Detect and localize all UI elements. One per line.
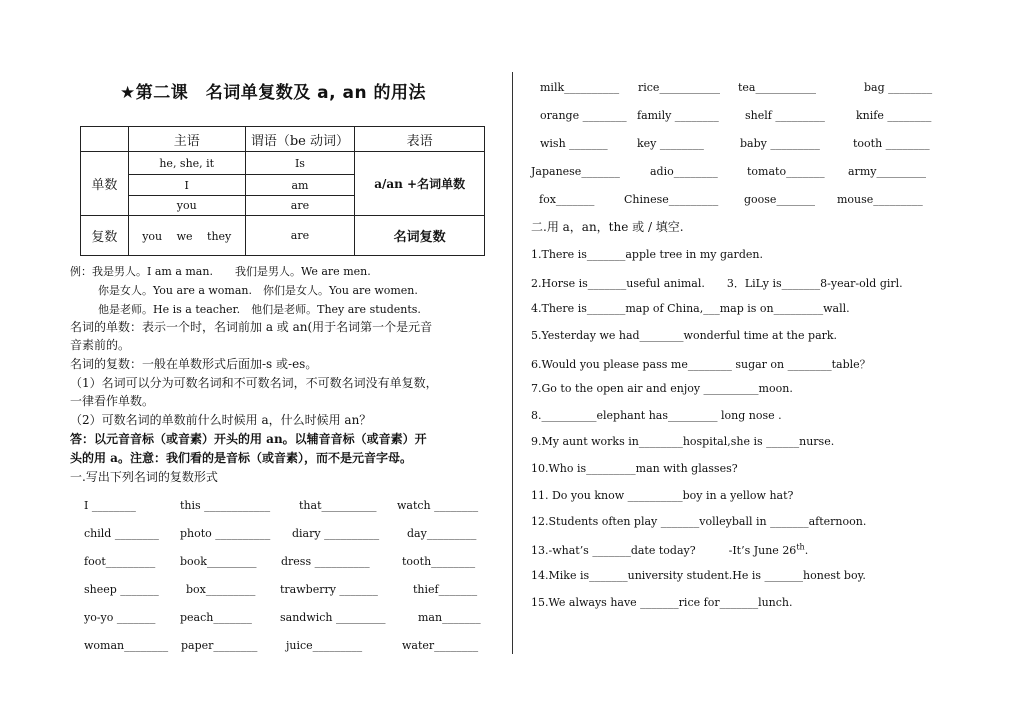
sentence-item[interactable]: 12.Students often play _______volleyball in _______afternoon. <box>531 515 867 528</box>
word-blank[interactable]: watch ________ <box>397 499 479 512</box>
header-subject: 主语 <box>128 127 245 152</box>
singular-subject: you <box>128 196 245 216</box>
note-line: 名词的单数：表示一个时，名词前加 a 或 an(用于名词第一个是元音 <box>70 320 433 334</box>
singular-verb: Is <box>245 152 355 175</box>
header-verb: 谓语（be 动词） <box>245 127 355 152</box>
word-blank[interactable]: book_________ <box>180 555 257 568</box>
word-blank[interactable]: child ________ <box>84 527 159 540</box>
singular-label: 单数 <box>81 152 129 216</box>
word-blank[interactable]: this ____________ <box>180 499 271 512</box>
word-blank[interactable]: family ________ <box>637 109 719 122</box>
ordinal-superscript: th <box>796 542 805 552</box>
word-blank[interactable]: milk__________ <box>540 81 620 94</box>
sentence-item[interactable]: 10.Who is_________man with glasses? <box>531 462 738 475</box>
example-line: 你是女人。You are a woman. 你们是女人。You are women. <box>98 284 418 297</box>
word-blank[interactable]: tooth ________ <box>853 137 930 150</box>
note-line: 名词的复数：一般在单数形式后面加-s 或-es。 <box>70 357 318 371</box>
word-blank[interactable]: peach_______ <box>180 611 252 624</box>
word-blank[interactable]: thief_______ <box>413 583 478 596</box>
singular-verb: are <box>245 196 355 216</box>
answer-line: 头的用 a。注意：我们看的是音标（或音素），而不是元音字母。 <box>70 451 412 465</box>
note-line: （2）可数名词的单数前什么时候用 a，什么时候用 an？ <box>70 413 372 427</box>
singular-verb: am <box>245 175 355 196</box>
example-line: 他是老师。He is a teacher. 他们是老师。They are students. <box>98 303 421 316</box>
word-blank[interactable]: yo-yo _______ <box>84 611 156 624</box>
plural-predicate: 名词复数 <box>355 216 485 256</box>
word-blank[interactable]: tomato_______ <box>747 165 825 178</box>
answer-line: 答：以元音音标（或音素）开头的用 an。以辅音音标（或音素）开 <box>70 432 427 446</box>
sentence-item[interactable]: 15.We always have _______rice for_______lunch. <box>531 596 793 609</box>
lesson-title: ★第二课 名词单复数及 a, an 的用法 <box>120 83 426 103</box>
word-blank[interactable]: I ________ <box>84 499 136 512</box>
plural-verb: are <box>245 216 355 256</box>
word-blank[interactable]: juice_________ <box>286 639 363 652</box>
plural-subject: you we they <box>128 216 245 256</box>
plural-label: 复数 <box>81 216 129 256</box>
singular-subject: I <box>128 175 245 196</box>
column-divider <box>512 72 513 654</box>
word-blank[interactable]: rice___________ <box>638 81 720 94</box>
word-blank[interactable]: day_________ <box>407 527 477 540</box>
word-blank[interactable]: tooth________ <box>402 555 476 568</box>
sentence-item[interactable]: 9.My aunt works in________hospital,she is ______nurse. <box>531 435 835 448</box>
sentence-item[interactable]: 5.Yesterday we had________wonderful time at the park. <box>531 329 838 342</box>
word-blank[interactable]: shelf _________ <box>745 109 825 122</box>
singular-predicate: a/an +名词单数 <box>355 152 485 216</box>
word-blank[interactable]: Chinese_________ <box>624 193 719 206</box>
word-blank[interactable]: that__________ <box>299 499 377 512</box>
example-line: 例：我是男人。I am a man. 我们是男人。We are men. <box>70 265 371 278</box>
word-blank[interactable]: fox_______ <box>539 193 595 206</box>
note-line: 音素前的。 <box>70 338 131 352</box>
sentence-item[interactable]: 7.Go to the open air and enjoy __________moon. <box>531 382 793 395</box>
sentence-text: 13.-what’s _______date today? -It’s June 26 <box>531 544 797 557</box>
word-blank[interactable]: diary __________ <box>292 527 380 540</box>
word-blank[interactable]: water________ <box>402 639 479 652</box>
word-blank[interactable]: wish _______ <box>540 137 608 150</box>
section1-title: 一.写出下列名词的复数形式 <box>70 470 218 484</box>
sentence-item[interactable]: 4.There is_______map of China,___map is on_________wall. <box>531 302 850 315</box>
word-blank[interactable]: goose_______ <box>744 193 815 206</box>
grammar-table <box>80 126 485 256</box>
sentence-item[interactable]: 11. Do you know __________boy in a yellow hat? <box>531 489 794 502</box>
word-blank[interactable]: paper________ <box>181 639 258 652</box>
word-blank[interactable]: army_________ <box>848 165 926 178</box>
word-blank[interactable]: dress __________ <box>281 555 370 568</box>
word-blank[interactable]: man_______ <box>418 611 481 624</box>
note-line: （1）名词可以分为可数名词和不可数名词，不可数名词没有单复数， <box>70 376 438 390</box>
sentence-item[interactable]: 13.-what’s _______date today? -It’s June 26th. <box>531 542 809 557</box>
word-blank[interactable]: box_________ <box>186 583 256 596</box>
sentence-item[interactable]: 2.Horse is_______useful animal. 3．LiLy is_______8-year-old girl. <box>531 277 903 290</box>
note-line: 一律看作单数。 <box>70 394 155 408</box>
section2-title: 二.用 a，an，the 或 / 填空. <box>531 220 684 234</box>
word-blank[interactable]: tea___________ <box>738 81 816 94</box>
word-blank[interactable]: knife ________ <box>856 109 932 122</box>
word-blank[interactable]: mouse_________ <box>837 193 923 206</box>
sentence-item[interactable]: 14.Mike is_______university student.He is _______honest boy. <box>531 569 866 582</box>
sentence-item[interactable]: 8.__________elephant has_________ long nose . <box>531 409 782 422</box>
word-blank[interactable]: Japanese_______ <box>531 165 620 178</box>
word-blank[interactable]: bag ________ <box>864 81 933 94</box>
word-blank[interactable]: photo __________ <box>180 527 271 540</box>
word-blank[interactable]: orange ________ <box>540 109 627 122</box>
singular-subject: he, she, it <box>128 152 245 175</box>
sentence-item[interactable]: 1.There is_______apple tree in my garden. <box>531 248 763 261</box>
word-blank[interactable]: foot_________ <box>84 555 156 568</box>
word-blank[interactable]: baby _________ <box>740 137 820 150</box>
word-blank[interactable]: sheep _______ <box>84 583 159 596</box>
word-blank[interactable]: adio________ <box>650 165 718 178</box>
header-predicate: 表语 <box>355 127 485 152</box>
word-blank[interactable]: sandwich _________ <box>280 611 386 624</box>
word-blank[interactable]: key ________ <box>637 137 704 150</box>
word-blank[interactable]: woman________ <box>84 639 169 652</box>
sentence-item[interactable]: 6.Would you please pass me________ sugar on ________table？ <box>531 358 871 371</box>
word-blank[interactable]: trawberry _______ <box>280 583 378 596</box>
